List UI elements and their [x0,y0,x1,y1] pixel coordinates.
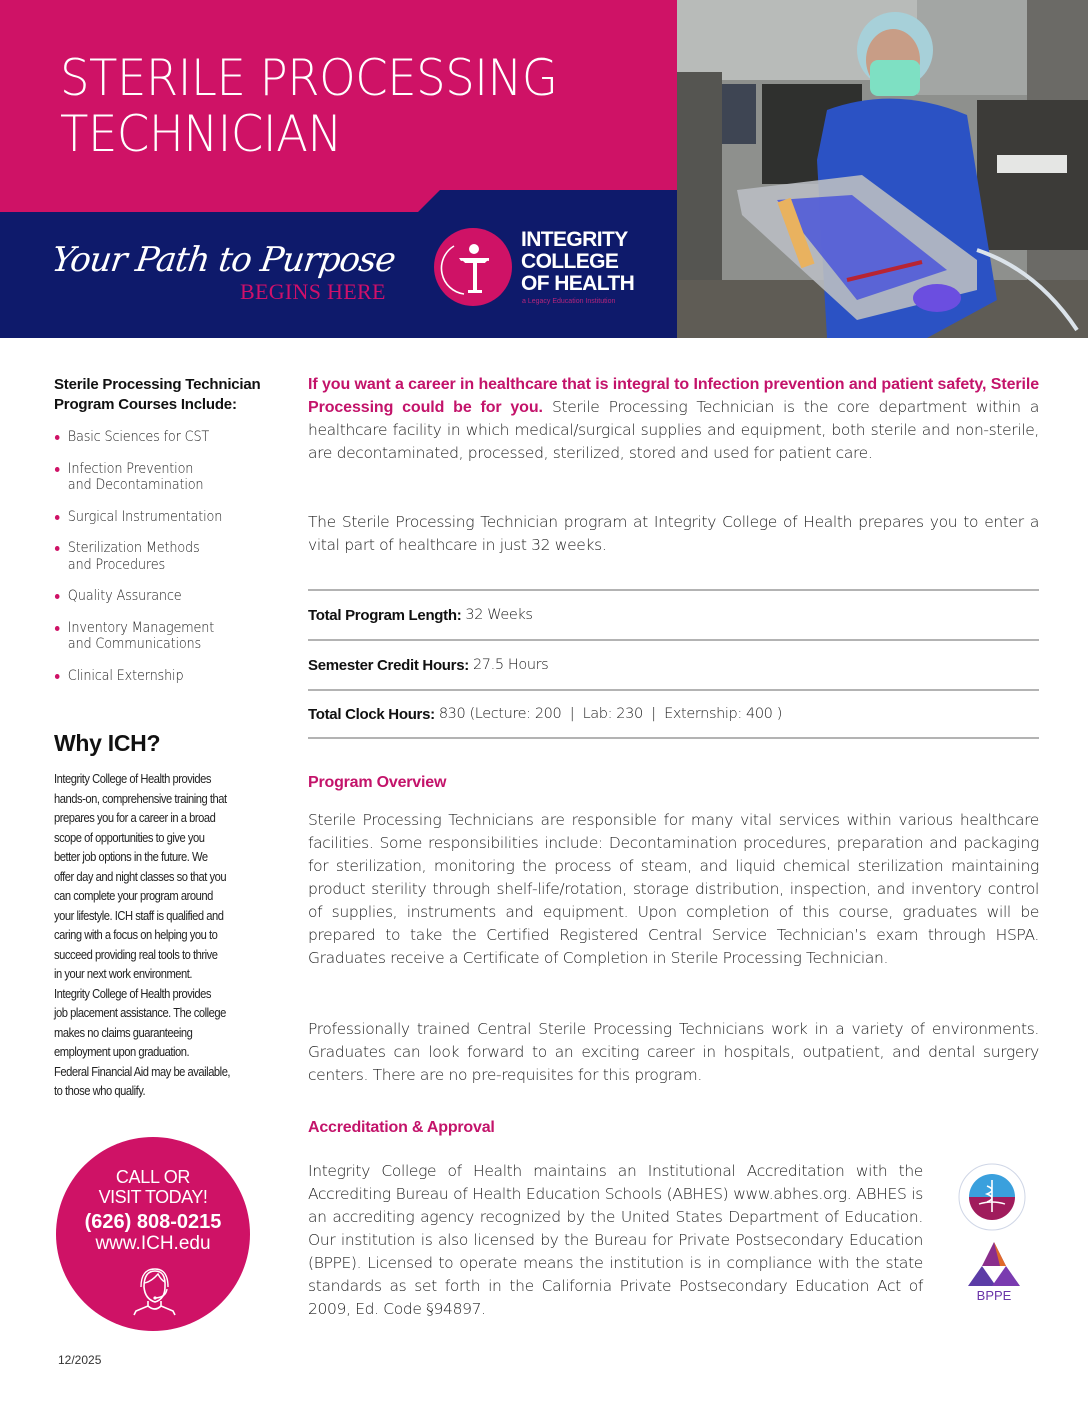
why-line: employment upon graduation. [54,1044,190,1059]
courses-heading-line-2: Program Courses Include: [54,396,237,413]
header-banner [0,0,1088,338]
course-label-line-2: and Decontamination [67,477,204,493]
overview-paragraph-1: Sterile Processing Technicians are responsible for many vital services within various healthcare facilities. Some responsibilities include: Decontamination procedures, preparation and packaging for sterilization, monitoring the process of steam, and liquid chemical sterilization maintaining product sterility through shelf-life/rotation, storage distribution, inspection, and inventory control of supplies, instruments and equipment. Upon completion of this course, graduates will be prepared to take the Certified Registered Central Service Technician’s exam through HSPA. Graduates receive a Certificate of Completion in Sterile Processing Technician. [308,811,1039,967]
bullet-icon [55,626,60,631]
course-item [54,429,266,446]
why-line: makes no claims guaranteeing [54,1024,193,1040]
intro-paragraph [308,373,1039,465]
courses-heading [54,375,261,415]
publish-date: 12/2025 [58,1353,102,1367]
course-label: Quality Assurance [67,588,182,604]
why-line: prepares you for a career in a broad [54,810,216,825]
intro-text: Sterile Processing Technician is the core department within a healthcare facility in which medical/surgical supplies and equipment, both sterile and non-sterile, are decontaminated, processed, sterilized, stored and used for patient care. [308,398,1039,462]
tagline: Your Path to Purpose [49,240,398,280]
why-line: Federal Financial Aid may be available, [54,1063,231,1079]
program-overview-heading: Program Overview [308,774,447,791]
course-label: Surgical Instrumentation [67,508,223,525]
bppe-pyramid-icon [962,1240,1026,1306]
fact-value: 27.5 Hours [472,657,549,673]
college-logo-wordmark [521,229,634,295]
bullet-icon [55,546,60,551]
intro-paragraph-2: The Sterile Processing Technician program at Integrity College of Health prepares you to enter a vital part of healthcare in just 32 weeks. [308,513,1039,554]
why-line: Integrity College of Health provides [54,985,211,1001]
why-line: Integrity College of Health provides [54,771,211,786]
course-label: Clinical Externship [67,667,184,684]
bppe-logo [962,1240,1026,1306]
title-line-1: STERILE PROCESSING [60,49,558,107]
customer-service-headset-icon [130,1265,178,1317]
overview-paragraph-2: Professionally trained Central Sterile Processing Technicians work in a variety of environments. Graduates can look forward to an exciting career in hospitals, outpatient, and dental surgery centers. There are no pre-requisites for this program. [308,1020,1039,1084]
bullet-icon [55,435,60,440]
fact-label: Semester Credit Hours: [308,656,469,674]
fact-label: Total Clock Hours: [308,705,435,723]
bullet-icon [55,594,60,599]
course-item [54,540,266,573]
why-line: your lifestyle. ICH staff is qualified and [54,907,224,923]
logo-line-1: INTEGRITY [521,228,628,251]
course-item [54,461,266,494]
course-item [54,668,266,685]
course-list [54,429,284,699]
why-line: better job options in the future. We [54,849,208,864]
logo-line-2: COLLEGE [521,250,619,273]
page-title [60,50,557,162]
why-line: in your next work environment. [54,966,193,981]
why-line: caring with a focus on helping you to [54,927,218,942]
cta-line-1: CALL OR [115,1167,191,1187]
why-line: to those who qualify. [54,1083,146,1098]
fact-value: 830 (Lecture: 200 | Lab: 230 | Externship: 400 ) [438,706,782,722]
bppe-wordmark: BPPE [976,1288,1012,1303]
course-item [54,620,266,653]
fact-row [308,589,1039,639]
logo-subtitle: a Legacy Education Institution [522,298,616,305]
why-line: offer day and night classes so that you [54,868,227,884]
program-facts-table [308,589,1039,739]
fact-label: Total Program Length: [308,606,462,624]
fact-value: 32 Weeks [465,607,533,623]
abhes-seal-icon [957,1162,1027,1232]
hero-photo-illustration [677,0,1088,338]
why-line: scope of opportunities to give you [54,829,205,845]
contact-cta-badge [56,1137,250,1331]
cta-phone-link[interactable]: (626) 808-0215 [84,1211,222,1233]
course-label: Infection Prevention [67,460,194,477]
course-label-line-2: and Procedures [67,556,165,573]
title-line-2: TECHNICIAN [60,105,342,163]
fact-row [308,689,1039,739]
tagline-sub: BEGINS HERE [240,279,386,304]
bullet-icon [55,467,60,472]
course-label-line-2: and Communications [67,636,202,652]
college-logo-icon [434,228,512,306]
course-item [54,588,266,605]
course-label: Sterilization Methods [67,540,200,556]
why-line: job placement assistance. The college [54,1005,226,1020]
why-ich-heading: Why ICH? [54,730,161,756]
courses-heading-line-1: Sterile Processing Technician [54,376,261,393]
why-ich-body [54,769,269,1101]
logo-line-3: OF HEALTH [521,272,635,295]
accreditation-paragraph: Integrity College of Health maintains an Institutional Accreditation with the Accrediting Bureau of Health Education Schools (ABHES) www.abhes.org. ABHES is an accrediting agency recognized by the United States Department of Education. Our institution is also licensed by the Bureau for Private Postsecondary Education (BPPE). Licensed to operate means the institution is in compliance with the state standards as set forth in the California Private Postsecondary Education Act of 2009, Ed. Code §94897. [308,1162,923,1318]
why-line: succeed providing real tools to thrive [54,946,218,962]
cta-website-link[interactable]: www.ICH.edu [95,1233,211,1254]
cta-line-2: VISIT TODAY! [98,1187,208,1207]
intro-highlight: If you want a career in healthcare that is integral to Infection prevention and patient safety, Sterile Processing could be for you. [308,376,1039,416]
hero-photo [677,0,1088,338]
accreditation-heading: Accreditation & Approval [308,1119,495,1136]
course-item [54,509,266,526]
why-line: can complete your program around [54,888,213,903]
bullet-icon [55,674,60,679]
course-label: Inventory Management [67,619,215,636]
fact-row [308,639,1039,689]
bullet-icon [55,515,60,520]
why-line: hands-on, comprehensive training that [54,790,227,806]
course-label: Basic Sciences for CST [67,429,210,445]
